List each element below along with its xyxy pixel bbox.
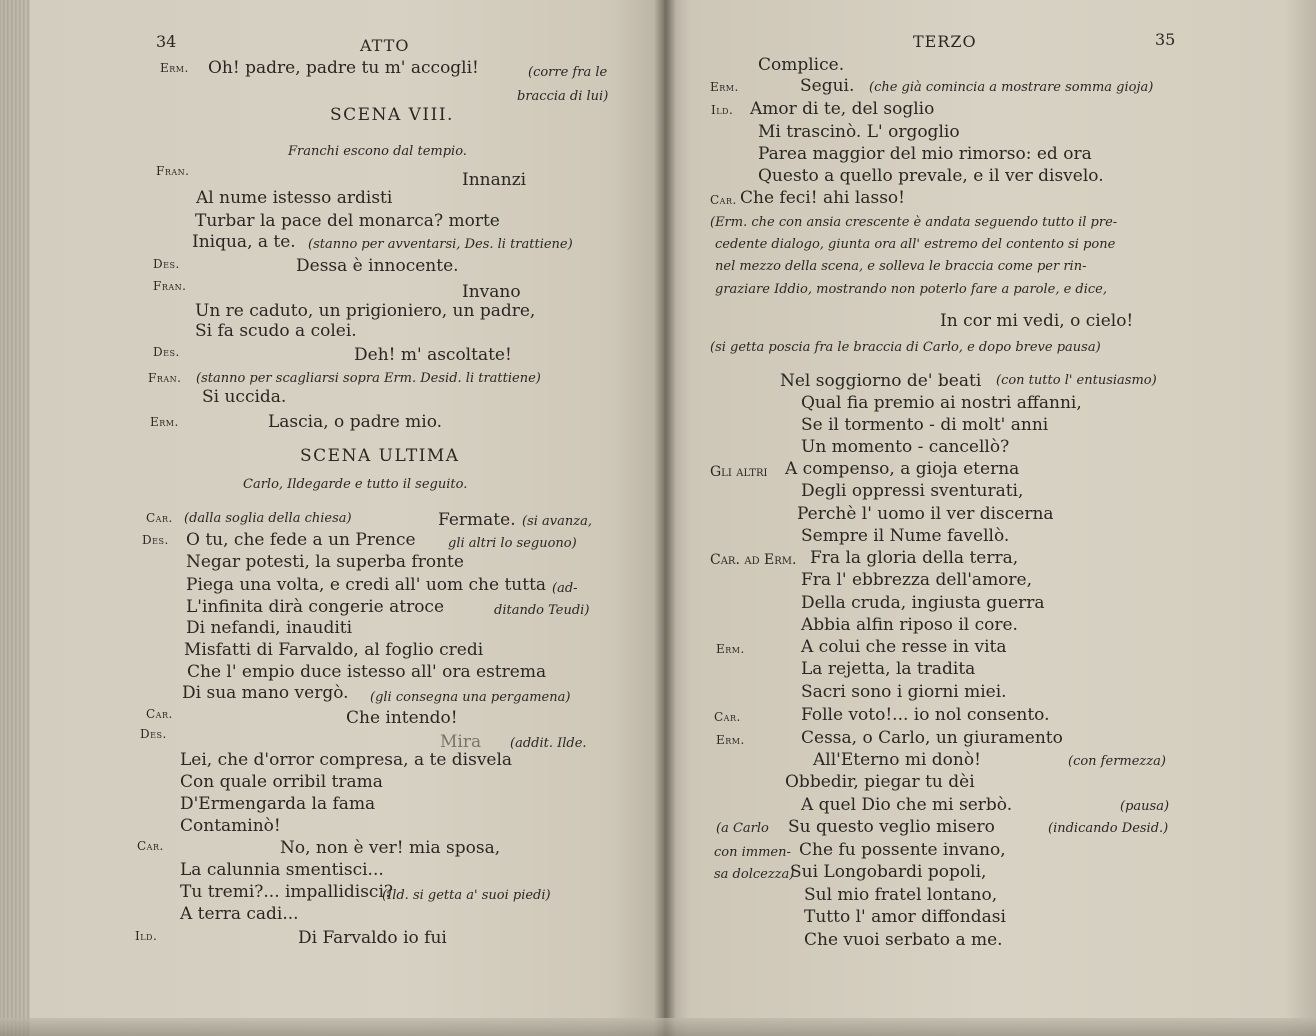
stage-direction: (stanno per scagliarsi sopra Erm. Desid. li trattiene) — [196, 371, 541, 386]
verse-line: Tu tremi?... impallidisci? — [180, 882, 393, 902]
book-gutter — [654, 0, 676, 1036]
verse-line: O tu, che fede a un Prence — [186, 530, 416, 550]
verse-line: Obbedir, piegar tu dèi — [785, 772, 975, 792]
verse-line: La rejetta, la tradita — [801, 659, 976, 679]
verse-line: No, non è ver! mia sposa, — [280, 838, 501, 858]
verse-line: Che fu possente invano, — [799, 840, 1006, 860]
verse-line: Misfatti di Farvaldo, al foglio credi — [184, 640, 484, 660]
scene-heading: SCENA ULTIMA — [300, 446, 460, 466]
stage-direction: (si getta poscia fra le braccia di Carlo, e dopo breve pausa) — [710, 340, 1101, 355]
stage-direction: (con tutto l' entusiasmo) — [996, 373, 1157, 388]
stage-direction: (gli consegna una pergamena) — [370, 690, 571, 705]
stage-direction: (ad- — [552, 581, 578, 596]
stage-direction: (che già comincia a mostrare somma gioja) — [869, 80, 1154, 95]
stage-direction: (corre fra le — [528, 65, 608, 80]
speaker: Ild. — [711, 103, 734, 117]
speaker: Ild. — [135, 929, 158, 943]
verse-line: Mira — [440, 732, 482, 752]
verse-line: Mi trascinò. L' orgoglio — [758, 122, 960, 142]
verse-line: Questo a quello prevale, e il ver disvelo. — [758, 166, 1104, 186]
verse-line: Negar potesti, la superba fronte — [186, 552, 464, 572]
speaker: Car. — [146, 707, 173, 721]
right-page — [664, 0, 1316, 1036]
verse-line: Iniqua, a te. — [192, 232, 296, 252]
verse-line: Fermate. — [438, 510, 516, 530]
verse-line: Contaminò! — [180, 816, 281, 836]
verse-line: Nel soggiorno de' beati — [780, 371, 982, 391]
verse-line: D'Ermengarda la fama — [180, 794, 376, 814]
verse-line: Di nefandi, inauditi — [186, 618, 353, 638]
page-number: 34 — [156, 32, 177, 51]
running-header: TERZO — [913, 32, 977, 51]
speaker: Des. — [153, 345, 180, 359]
verse-line: Un re caduto, un prigioniero, un padre, — [195, 301, 536, 321]
verse-line: Sul mio fratel lontano, — [804, 885, 998, 905]
page-number: 35 — [1155, 30, 1176, 49]
verse-line: Di sua mano vergò. — [182, 683, 349, 703]
verse-line: Lascia, o padre mio. — [268, 412, 443, 432]
speaker: Car. — [146, 511, 173, 525]
verse-line: Deh! m' ascoltate! — [354, 345, 512, 365]
stage-direction: sa dolcezza) — [714, 867, 795, 882]
verse-line: Perchè l' uomo il ver discerna — [797, 504, 1054, 524]
verse-line: Sempre il Nume favellò. — [801, 526, 1010, 546]
speaker: Fran. — [148, 371, 182, 385]
stage-direction: (stanno per avventarsi, Des. li trattiene) — [308, 237, 573, 252]
scene-characters: Carlo, Ildegarde e tutto il seguito. — [243, 477, 468, 492]
verse-line: Sacri sono i giorni miei. — [801, 682, 1007, 702]
speaker: Gli altri — [710, 464, 768, 480]
verse-line: Segui. — [800, 76, 855, 96]
speaker: Car. — [710, 193, 737, 207]
verse-line: Al nume istesso ardisti — [196, 188, 393, 208]
page-edge-decoration — [0, 0, 30, 1036]
verse-line: Si fa scudo a colei. — [195, 321, 357, 341]
stage-direction: (addit. Ilde. — [510, 736, 587, 751]
stage-direction: (Erm. che con ansia crescente è andata seguendo tutto il pre- — [710, 215, 1118, 230]
stage-direction: graziare Iddio, mostrando non poterlo fare a parole, e dice, — [715, 282, 1108, 297]
verse-line: Che intendo! — [346, 708, 458, 728]
verse-line: Oh! padre, padre tu m' accogli! — [208, 58, 479, 78]
verse-line: Fra l' ebbrezza dell'amore, — [801, 570, 1033, 590]
verse-line: Dessa è innocente. — [296, 256, 459, 276]
speaker: Erm. — [716, 733, 745, 747]
verse-line: Folle voto!... io nol consento. — [801, 705, 1050, 725]
stage-direction: (indicando Desid.) — [1048, 821, 1169, 836]
verse-line: Che l' empio duce istesso all' ora estrema — [187, 662, 547, 682]
verse-line: Turbar la pace del monarca? morte — [195, 211, 500, 231]
speaker: Fran. — [156, 164, 190, 178]
verse-line: Piega una volta, e credi all' uom che tutta — [186, 575, 547, 595]
verse-line: Invano — [462, 282, 521, 302]
speaker: Car. — [137, 839, 164, 853]
verse-line: Sui Longobardi popoli, — [790, 862, 987, 882]
speaker: Des. — [153, 257, 180, 271]
speaker: Des. — [140, 727, 167, 741]
stage-direction: (pausa) — [1120, 799, 1170, 814]
stage-direction: (si avanza, — [522, 514, 592, 529]
verse-line: Complice. — [758, 55, 845, 75]
verse-line: Parea maggior del mio rimorso: ed ora — [758, 144, 1092, 164]
stage-direction: gli altri lo seguono) — [448, 536, 577, 551]
verse-line: Fra la gloria della terra, — [810, 548, 1019, 568]
verse-line: Tutto l' amor diffondasi — [804, 907, 1006, 927]
verse-line: Innanzi — [462, 170, 527, 190]
verse-line: Se il tormento - di molt' anni — [801, 415, 1049, 435]
speaker: Car. ad Erm. — [710, 552, 797, 568]
verse-line: Degli oppressi sventurati, — [801, 481, 1024, 501]
stage-direction: (Ild. si getta a' suoi piedi) — [382, 888, 551, 903]
verse-line: Che vuoi serbato a me. — [804, 930, 1003, 950]
speaker: Erm. — [160, 61, 189, 75]
verse-line: In cor mi vedi, o cielo! — [940, 311, 1134, 331]
verse-line: Amor di te, del soglio — [750, 99, 935, 119]
verse-line: Abbia alfin riposo il core. — [801, 615, 1018, 635]
stage-direction: (con fermezza) — [1068, 754, 1166, 769]
verse-line: Lei, che d'orror compresa, a te disvela — [180, 750, 513, 770]
verse-line: Un momento - cancellò? — [801, 437, 1010, 457]
verse-line: Su questo veglio misero — [788, 817, 995, 837]
verse-line: La calunnia smentisci... — [180, 860, 384, 880]
verse-line: Di Farvaldo io fui — [298, 928, 447, 948]
stage-direction: braccia di lui) — [517, 89, 609, 104]
scene-characters: Franchi escono dal tempio. — [288, 144, 467, 159]
verse-line: Della cruda, ingiusta guerra — [801, 593, 1045, 613]
running-header: ATTO — [360, 36, 410, 55]
verse-line: Cessa, o Carlo, un giuramento — [801, 728, 1063, 748]
verse-line: L'infinita dirà congerie atroce — [186, 597, 445, 617]
stage-direction: (dalla soglia della chiesa) — [184, 511, 352, 526]
stage-direction: (a Carlo — [716, 821, 769, 836]
stage-direction: con immen- — [714, 845, 791, 860]
stage-direction: ditando Teudi) — [494, 603, 590, 618]
stage-direction: cedente dialogo, giunta ora all' estremo del contento si pone — [715, 237, 1116, 252]
speaker: Erm. — [150, 415, 179, 429]
verse-line: Qual fia premio ai nostri affanni, — [801, 393, 1082, 413]
scene-heading: SCENA VIII. — [330, 105, 454, 125]
page-edge-decoration — [0, 1018, 1316, 1036]
verse-line: Si uccida. — [202, 387, 287, 407]
verse-line: A quel Dio che mi serbò. — [801, 795, 1013, 815]
speaker: Des. — [142, 533, 169, 547]
stage-direction: nel mezzo della scena, e solleva le braccia come per rin- — [715, 259, 1087, 274]
verse-line: All'Eterno mi donò! — [813, 750, 981, 770]
verse-line: A compenso, a gioja eterna — [785, 459, 1020, 479]
speaker: Fran. — [153, 279, 187, 293]
speaker: Car. — [714, 710, 741, 724]
verse-line: Con quale orribil trama — [180, 772, 383, 792]
verse-line: A colui che resse in vita — [801, 637, 1007, 657]
speaker: Erm. — [710, 80, 739, 94]
verse-line: A terra cadi... — [180, 904, 299, 924]
speaker: Erm. — [716, 642, 745, 656]
verse-line: Che feci! ahi lasso! — [740, 188, 905, 208]
